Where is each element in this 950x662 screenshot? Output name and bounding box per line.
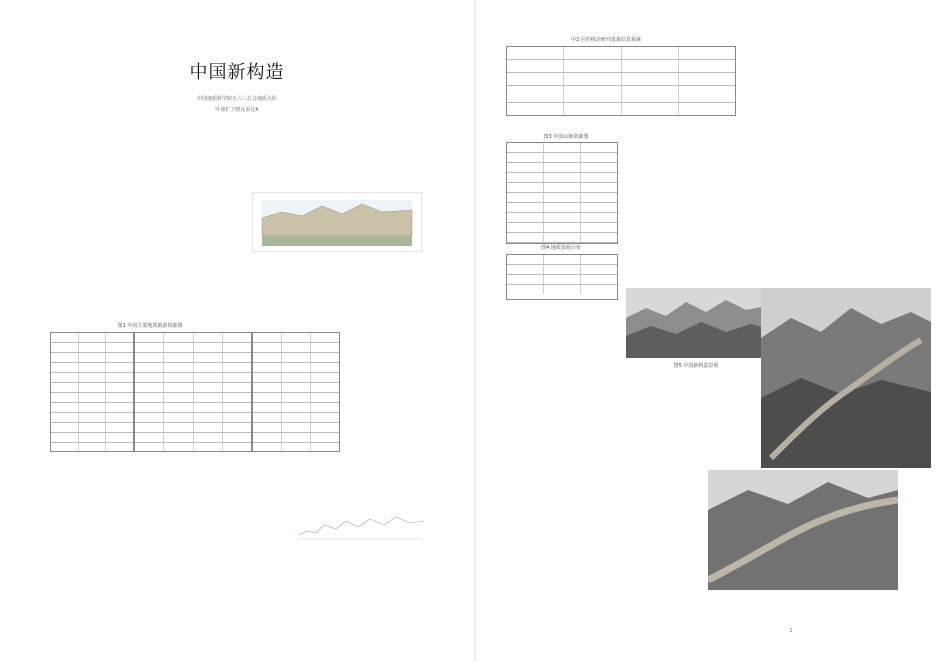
right-top-paragraph: [738, 36, 918, 126]
landscape-photo: [626, 288, 766, 358]
table-row: [253, 423, 339, 433]
table-row: [253, 443, 339, 452]
table-row: [507, 173, 617, 183]
table-row: [507, 275, 617, 285]
great-wall-photo-tall: [708, 470, 898, 590]
table-row: [507, 203, 617, 213]
table-row: [135, 433, 251, 443]
table-row: [51, 433, 133, 443]
table-row: [507, 143, 617, 153]
table-row: [51, 373, 133, 383]
resource-table-2: [134, 332, 252, 452]
table-row: [253, 403, 339, 413]
table-row: [507, 233, 617, 243]
table-row: [135, 333, 251, 343]
right-body-paragraph: [506, 375, 726, 495]
mountain-table: [506, 142, 618, 244]
table-row: [253, 333, 339, 343]
page-number: 1: [789, 628, 793, 634]
top-table-caption: 中2 区的线论研究成果信息系统: [571, 37, 641, 43]
resource-table-3: [252, 332, 340, 452]
small-table-caption: 图4 地质资源分布: [541, 245, 581, 251]
distribution-table: [506, 254, 618, 300]
table-row: [51, 423, 133, 433]
table-row: [51, 403, 133, 413]
stratigraphic-figure: [252, 192, 422, 252]
table-row: [507, 73, 735, 86]
right-page: [476, 0, 950, 662]
article-authors: 中国地质科学院五六三总合地质大队: [196, 96, 277, 102]
table-row: [507, 265, 617, 275]
right-final-paragraph: [506, 496, 701, 596]
table-row: [135, 353, 251, 363]
table-row: [135, 403, 251, 413]
table-row: [253, 373, 339, 383]
table-row: [51, 343, 133, 353]
mid-table-caption: 图3 中国山脉资源图: [543, 134, 589, 140]
figure-band-bedrock: [262, 236, 412, 246]
table-row: [253, 363, 339, 373]
table-row: [507, 163, 617, 173]
table-row: [507, 193, 617, 203]
table-row: [135, 343, 251, 353]
table-row: [135, 393, 251, 403]
table-row: [135, 443, 251, 452]
figure1-caption: 图1 中国主要地质旅游资源图: [117, 323, 183, 329]
right-mid-paragraph: [624, 130, 920, 240]
body-column-left-1: [50, 180, 230, 240]
article-affiliation: 叶康扩王晴比来比K: [215, 107, 259, 113]
table-row: [507, 213, 617, 223]
table-row: [135, 383, 251, 393]
photo-mountain: [708, 482, 898, 590]
body-wide-paragraph: [50, 258, 420, 298]
resource-table-1: [50, 332, 134, 452]
table-row: [51, 443, 133, 452]
table-row: [253, 413, 339, 423]
table-row: [507, 47, 735, 60]
table-row: [51, 383, 133, 393]
photo1-caption: 图5 中国新构造景观: [673, 363, 719, 369]
body-column-right-2: [344, 332, 424, 422]
table-row: [507, 223, 617, 233]
table-row: [51, 413, 133, 423]
table-row: [135, 373, 251, 383]
table-row: [507, 255, 617, 265]
table-row: [51, 333, 133, 343]
table-row: [253, 343, 339, 353]
table-row: [51, 393, 133, 403]
table-row: [135, 363, 251, 373]
table-row: [253, 383, 339, 393]
table-row: [253, 433, 339, 443]
body-final-paragraph: [50, 515, 290, 555]
left-page: [0, 0, 474, 662]
article-title: 中国新构造: [189, 62, 285, 83]
table-row: [51, 363, 133, 373]
table-row: [507, 183, 617, 193]
table-row: [507, 60, 735, 73]
table-row: [135, 413, 251, 423]
table-row: [507, 86, 735, 103]
hand-sketch-profile: [296, 505, 426, 545]
intro-paragraph: [56, 136, 416, 180]
great-wall-photo: [761, 288, 931, 468]
table-row: [51, 353, 133, 363]
table-row: [253, 353, 339, 363]
table-row: [507, 103, 735, 116]
table-row: [253, 393, 339, 403]
table-row: [507, 285, 617, 294]
body-bottom-paragraph: [50, 463, 424, 511]
info-system-table: [506, 46, 736, 116]
table-row: [135, 423, 251, 433]
table-row: [507, 153, 617, 163]
